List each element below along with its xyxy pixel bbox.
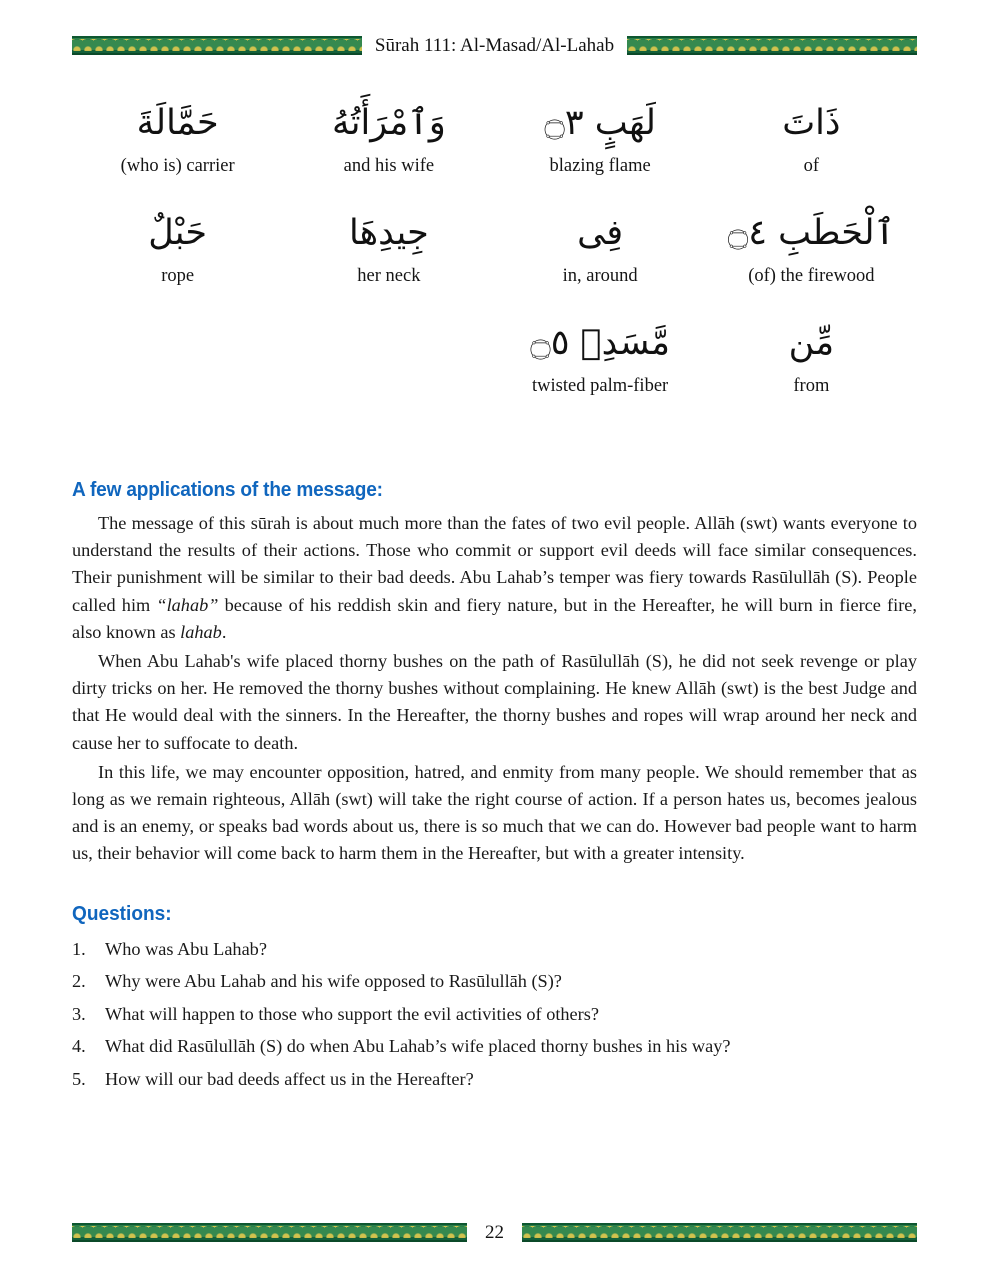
word-gloss: (of) the firewood (748, 266, 875, 286)
question-item (72, 933, 917, 966)
arabic-word: جِيدِهَا (349, 212, 429, 253)
word-cell (706, 312, 917, 422)
question-text: What will happen to those who support the evil activities of others? (105, 1003, 599, 1024)
page-title: Sūrah 111: Al-Masad/Al-Lahab (374, 35, 615, 56)
question-text: How will our bad deeds affect us in the Hereafter? (105, 1069, 474, 1090)
question-item (72, 965, 917, 998)
page-number: 22 (485, 1222, 504, 1243)
arabic-word: ٱلْحَطَبِ ۝٤ (727, 212, 896, 253)
footer-ornamental-band-left (72, 1223, 467, 1242)
applications-heading: A few applications of the message: (72, 478, 383, 501)
question-item (72, 1063, 917, 1096)
question-item (72, 998, 917, 1031)
arabic-word: لَهَبٍ ۝٣ (544, 102, 656, 143)
arabic-word: مَّسَدِۭ ۝٥ (530, 322, 671, 363)
word-gloss: of (803, 156, 820, 176)
word-gloss: rope (161, 266, 195, 286)
word-gloss: blazing flame (549, 156, 651, 176)
emphasized-text: “lahab” (156, 594, 219, 615)
arabic-word: وَٱمْرَأَتُهُ (332, 102, 446, 143)
body-paragraph (72, 510, 917, 646)
word-gloss: in, around (562, 266, 638, 286)
page-header (72, 36, 917, 55)
word-cell (495, 92, 706, 202)
page-footer (72, 1223, 917, 1242)
ornamental-band-left (72, 36, 362, 55)
word-grid-row (72, 92, 917, 202)
word-cell (72, 202, 283, 312)
arabic-word: مِّن (788, 322, 835, 363)
question-text: What did Rasūlullāh (S) do when Abu Lahab’s wife placed thorny bushes in his way? (105, 1036, 731, 1057)
question-number: 5. (72, 1069, 86, 1090)
body-paragraph (72, 648, 917, 757)
paragraph-text: The message of this sūrah is about much more than the fates of two evil people. Allāh (swt) wants everyone to understand the results of their actions. Those who commit or support evil deeds will face similar consequences. Their punishment will be similar to their bad deeds. Abu Lahab’s temper was fiery towards Rasūlullāh (S). People called him (72, 513, 917, 615)
emphasized-text: lahab (180, 621, 222, 642)
word-cell (495, 202, 706, 312)
question-number: 1. (72, 938, 86, 959)
arabic-word: ذَاتَ (782, 102, 841, 143)
main-content (72, 478, 917, 1096)
paragraph-text: . (221, 621, 227, 642)
word-cell (706, 92, 917, 202)
word-gloss: and his wife (343, 156, 435, 176)
questions-heading: Questions: (72, 901, 172, 925)
body-paragraph (72, 759, 917, 868)
question-item (72, 1030, 917, 1063)
word-cell (72, 92, 283, 202)
word-cell (283, 92, 494, 202)
questions-list (72, 933, 917, 1096)
arabic-word: حَبْلٌ (148, 212, 207, 253)
vocabulary-word-grid (72, 92, 917, 422)
question-text: Who was Abu Lahab? (105, 938, 267, 959)
word-gloss: (who is) carrier (120, 156, 235, 176)
arabic-word: فِى (577, 212, 624, 253)
paragraph-text: When Abu Lahab's wife placed thorny bushes on the path of Rasūlullāh (S), he did not seek revenge or play dirty tricks on her. He removed the thorny bushes without complaining. He knew Allāh (swt) is the best Judge and that He would deal with the sinners. In the Hereafter, the thorny bushes and ropes will wrap around her neck and cause her to suffocate to death. (72, 651, 917, 753)
ornamental-band-right (627, 36, 917, 55)
footer-ornamental-band-right (522, 1223, 917, 1242)
question-number: 2. (72, 971, 86, 992)
word-cell (495, 312, 706, 422)
question-number: 3. (72, 1003, 86, 1024)
word-grid-row (72, 202, 917, 312)
word-gloss: her neck (357, 266, 421, 286)
applications-paragraphs (72, 510, 917, 868)
paragraph-text: because of his reddish skin and fiery nature, but in the Hereafter, he will burn in fierce fire, also known as (72, 594, 917, 642)
word-grid-row (72, 312, 917, 422)
word-gloss: from (793, 376, 830, 396)
paragraph-text: In this life, we may encounter opposition, hatred, and enmity from many people. We should remember that as long as we remain righteous, Allāh (swt) will take the right course of action. If a person hates us, becomes jealous and is an enemy, or speaks bad words about us, there is so much that we can do. However bad people want to harm us, their behavior will come back to harm them in the Hereafter, but with a greater intensity. (72, 761, 917, 864)
question-number: 4. (72, 1036, 86, 1057)
word-cell (283, 202, 494, 312)
word-gloss: twisted palm-fiber (532, 376, 669, 396)
arabic-word: حَمَّالَةَ (136, 102, 219, 143)
question-text: Why were Abu Lahab and his wife opposed to Rasūlullāh (S)? (105, 971, 562, 992)
word-cell (706, 202, 917, 312)
